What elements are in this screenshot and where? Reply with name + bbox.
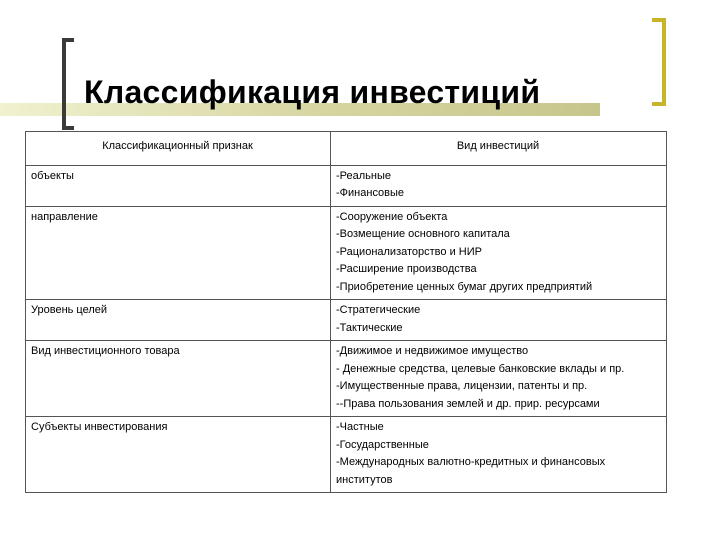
type-item: --Права пользования землей и др. прир. ресурсами	[336, 397, 600, 410]
table-row	[26, 341, 667, 417]
types-cell	[331, 206, 667, 300]
table-header-row	[26, 132, 667, 166]
table-row	[26, 300, 667, 341]
type-item: -Частные	[336, 421, 384, 433]
type-item: - Денежные средства, целевые банковские вклады и пр.	[336, 362, 625, 375]
types-cell	[331, 417, 667, 493]
criterion-cell: объекты	[26, 165, 331, 206]
type-item: -Движимое и недвижимое имущество	[336, 345, 529, 357]
table-row	[26, 165, 667, 206]
type-item: -Сооружение объекта	[336, 210, 448, 223]
left-bracket-decoration	[62, 38, 74, 130]
type-item: -Тактические	[336, 321, 403, 334]
header-criterion: Классификационный признак	[26, 132, 331, 166]
header-investment-type: Вид инвестиций	[331, 132, 667, 166]
type-item: -Возмещение основного капитала	[336, 228, 510, 240]
types-cell	[331, 341, 667, 417]
type-item: -Имущественные права, лицензии, патенты и пр.	[336, 380, 588, 392]
criterion-cell: Субъекты инвестирования	[26, 417, 331, 493]
right-bracket-decoration	[652, 18, 666, 106]
classification-table	[25, 131, 667, 493]
types-cell	[331, 300, 667, 341]
page-title: Классификация инвестиций	[84, 74, 541, 110]
table-row	[26, 417, 667, 493]
type-item: -Международных валютно-кредитных и финансовых институтов	[336, 456, 606, 486]
criterion-cell: Вид инвестиционного товара	[26, 341, 331, 417]
criterion-cell: направление	[26, 206, 331, 300]
type-item: -Государственные	[336, 438, 429, 451]
type-item: -Рационализаторство и НИР	[336, 245, 482, 258]
table-row	[26, 206, 667, 300]
criterion-cell: Уровень целей	[26, 300, 331, 341]
type-item: -Стратегические	[336, 304, 421, 316]
type-item: -Реальные	[336, 169, 391, 182]
types-cell	[331, 165, 667, 206]
type-item: -Финансовые	[336, 187, 405, 199]
type-item: -Расширение производства	[336, 263, 477, 275]
type-item: -Приобретение ценных бумаг других предприятий	[336, 280, 593, 293]
